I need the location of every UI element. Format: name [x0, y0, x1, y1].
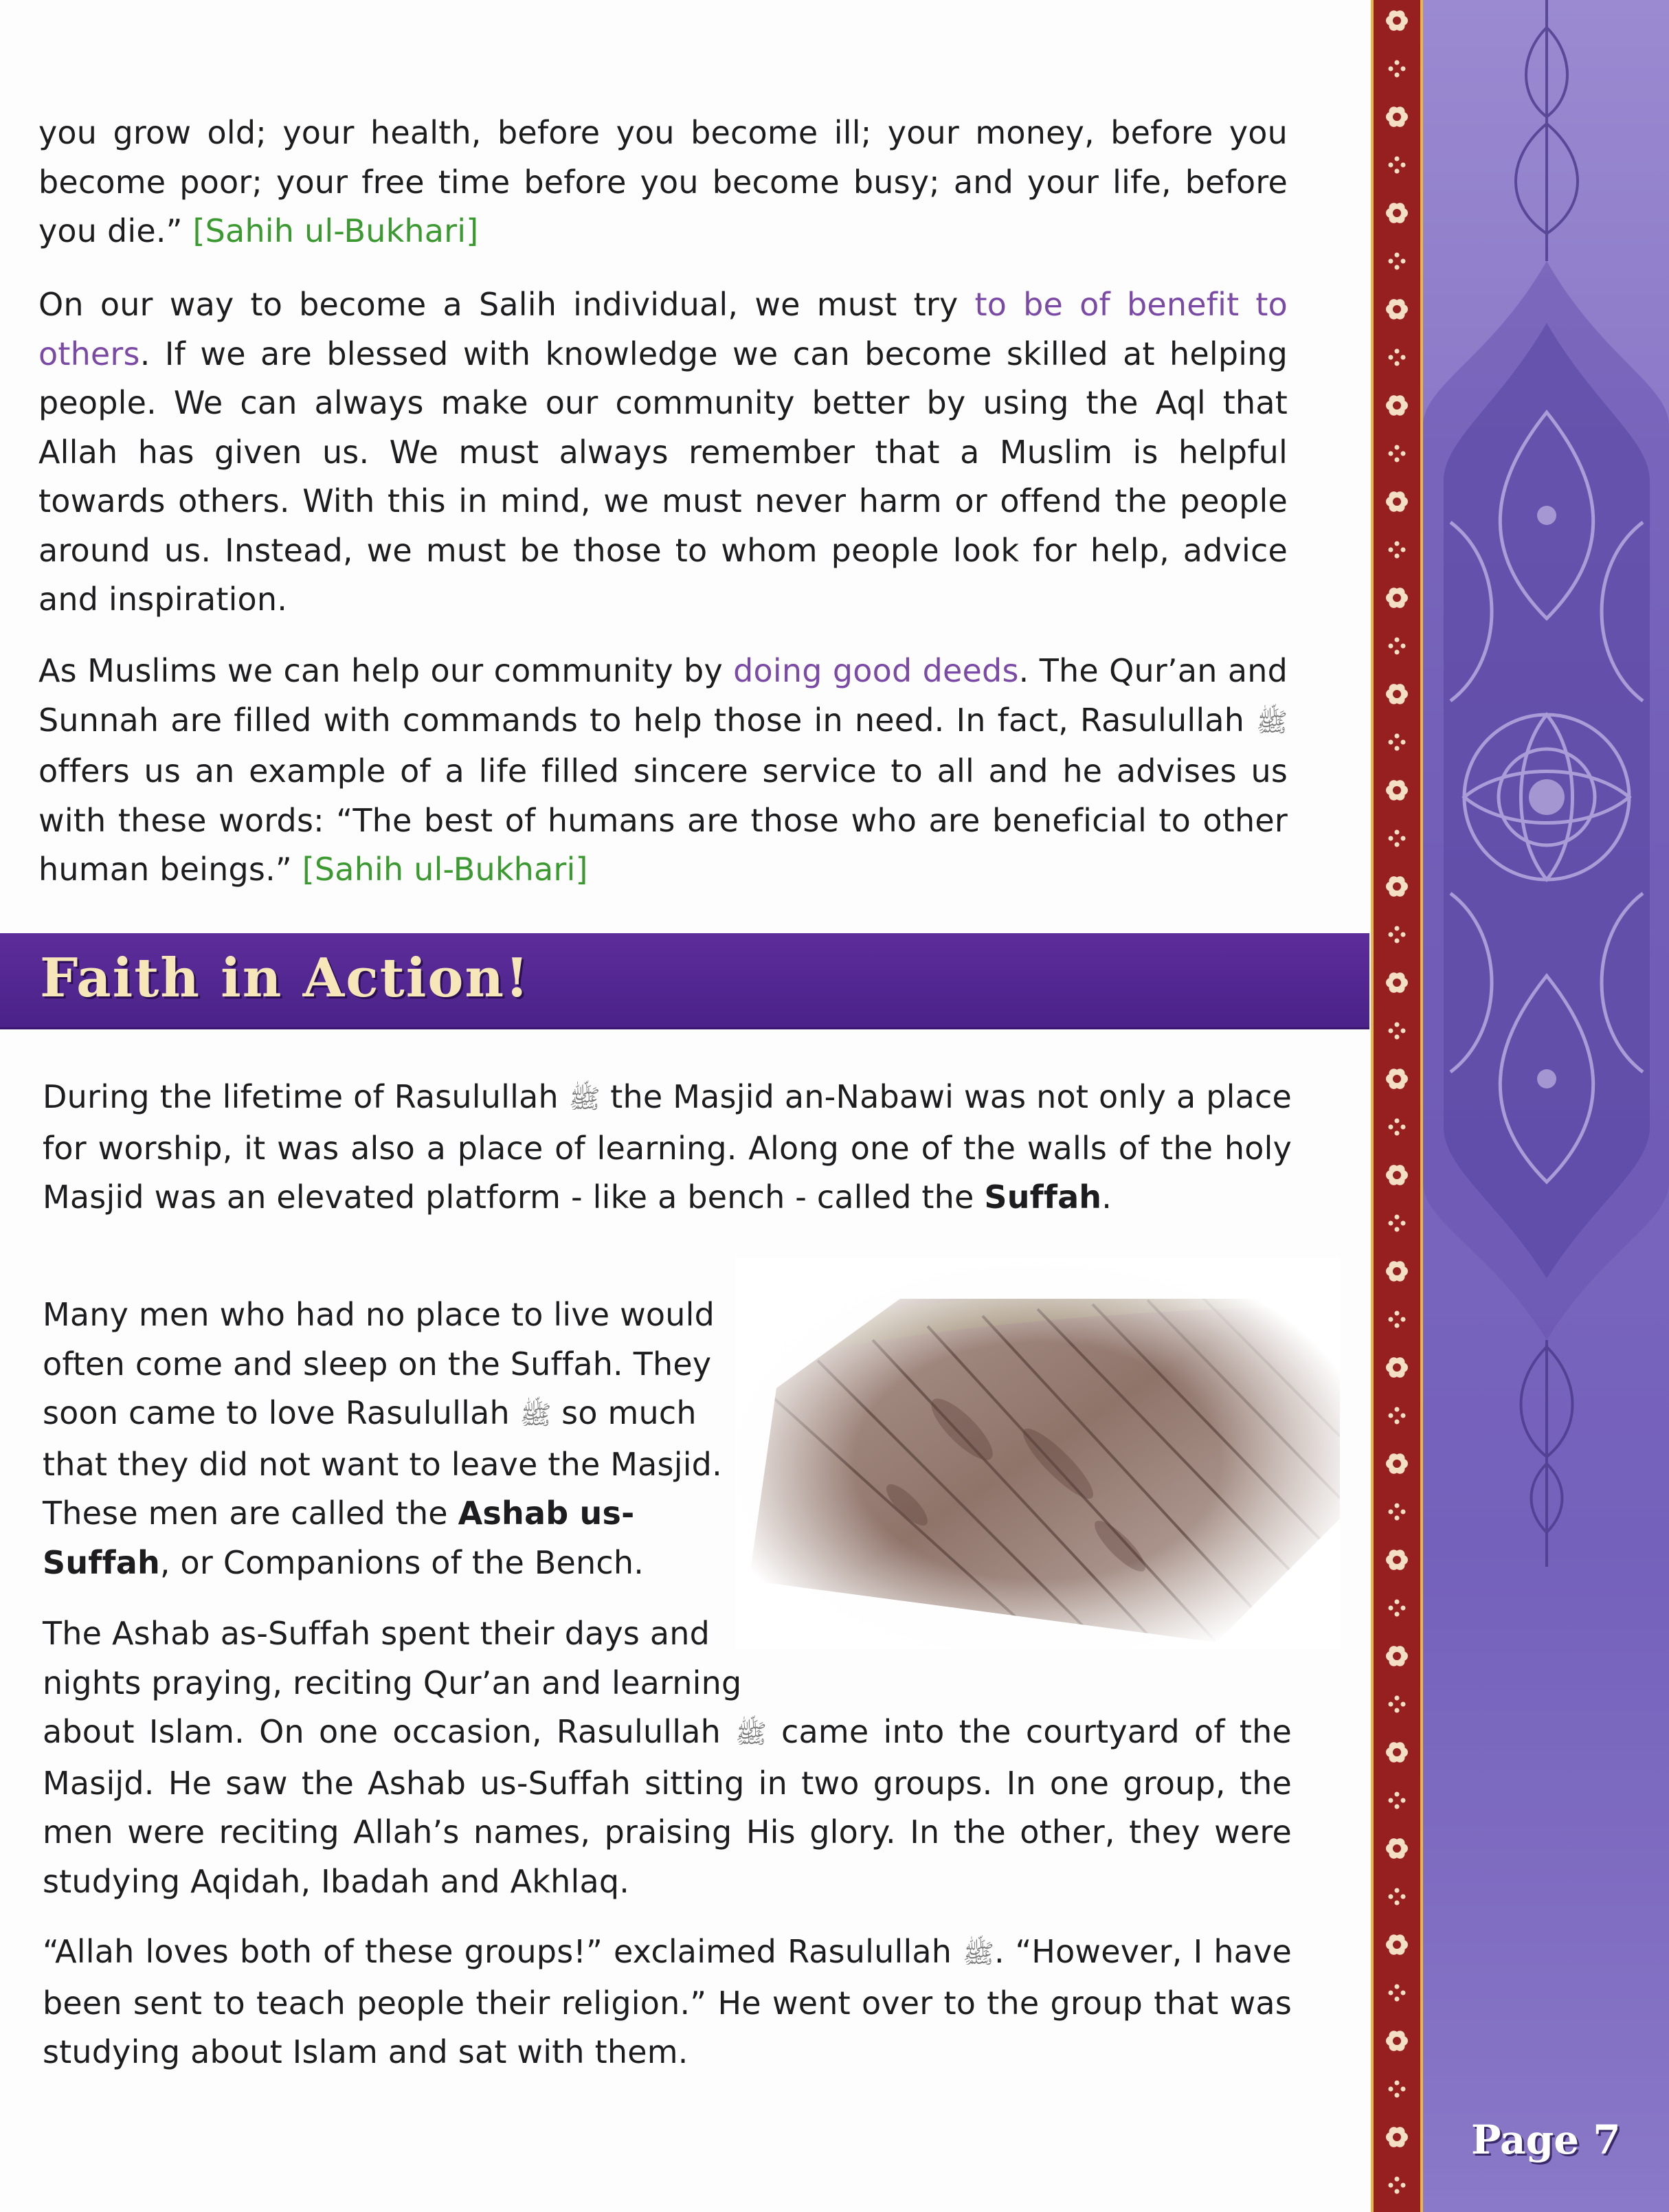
flower-motif [1386, 1357, 1408, 1378]
bench-photo [735, 1258, 1340, 1649]
decorative-border [1371, 0, 1423, 2212]
flower-motif [1386, 1453, 1408, 1474]
side-ornament-panel [1423, 0, 1669, 2212]
paragraph-text: the Masjid an-Nabawi was not only a place for worship, it was also a place of learning. Along one of the walls of the holy Masjid was an elevated platform - like a bench - called the [43, 1078, 1292, 1216]
flower-motif [1389, 1023, 1406, 1040]
flower-motif [1386, 107, 1408, 127]
arabesque-ornament [1423, 0, 1669, 2212]
paragraph-text: Many men who had no place to live would often come and sleep on the Suffah. They soon came to love Rasulullah [43, 1296, 715, 1431]
flower-motif [1386, 972, 1408, 993]
flower-motif [1386, 1838, 1408, 1859]
flower-motif [1389, 2177, 1406, 2194]
highlighted-phrase: to be of benefit to others [38, 286, 1288, 372]
flower-motif [1386, 491, 1408, 512]
salawat-symbol: ﷺ [519, 1400, 552, 1430]
paragraph-2 [38, 280, 1288, 625]
flower-motif [1389, 1600, 1406, 1617]
paragraph-7 [43, 1928, 1292, 2077]
flower-motif [1389, 638, 1406, 655]
flower-motif [1389, 1215, 1406, 1232]
flower-motif [1389, 1888, 1406, 1906]
paragraph-1 [38, 109, 1288, 256]
flower-motif [1386, 299, 1408, 320]
paragraph-text: you grow old; your health, before you become ill; your money, before you become poor; your free time before you become busy; and your life, before you die.” [38, 114, 1288, 249]
flower-motif [1386, 876, 1408, 897]
paragraph-text: about Islam. On one occasion, Rasulullah [43, 1713, 736, 1750]
citation: [Sahih ul-Bukhari] [302, 851, 588, 888]
flower-motif [1389, 926, 1406, 943]
paragraph-5 [43, 1291, 723, 1587]
flower-motif [1389, 445, 1406, 462]
flower-motif [1386, 1934, 1408, 1955]
salawat-symbol: ﷺ [735, 1719, 768, 1749]
flower-motif [1389, 734, 1406, 751]
flower-motif [1386, 2127, 1408, 2147]
flower-motif [1389, 349, 1406, 366]
paragraph-text: On our way to become a Salih individual, we must try [38, 286, 975, 323]
paragraph-6-lead [43, 1609, 785, 1708]
flower-motif [1389, 541, 1406, 559]
paragraph-text: offers us an example of a life filled sincere service to all and he advises us with these words: “The best of humans are those who are beneficial to other human beings.” [38, 752, 1288, 888]
paragraph-text: The Ashab as-Suffah spent their days and nights praying, reciting Qur’an and learning [43, 1615, 742, 1701]
flower-motif [1386, 684, 1408, 704]
flower-motif [1389, 60, 1406, 78]
flower-motif [1389, 1504, 1406, 1521]
paragraph-text: As Muslims we can help our community by [38, 652, 734, 689]
page-number: Page 7 [1471, 2116, 1621, 2163]
flower-motif [1389, 1407, 1406, 1425]
paragraph-4 [43, 1073, 1292, 1222]
paragraph-text: , or Companions of the Bench. [159, 1543, 645, 1581]
flower-motif [1386, 1646, 1408, 1666]
flower-motif-strip [1374, 0, 1420, 2212]
flower-motif [1386, 10, 1408, 31]
flower-motif [1386, 588, 1408, 608]
paragraph-text: . “However, I have been sent to teach people their religion.” He went over to the group that was studying about Islam and sat with them. [43, 1933, 1292, 2070]
flower-motif [1386, 780, 1408, 801]
bold-term: Ashab us-Suffah [43, 1495, 635, 1581]
flower-motif [1389, 157, 1406, 174]
flower-motif [1386, 1165, 1408, 1185]
paragraph-text: “Allah loves both of these groups!” exclaimed Rasulullah [43, 1933, 963, 1970]
flower-motif [1389, 1792, 1406, 1809]
flower-motif [1389, 1696, 1406, 1713]
bold-term: Suffah [984, 1178, 1102, 1216]
flower-motif [1386, 1069, 1408, 1089]
section-banner [0, 933, 1369, 1029]
paragraph-text: During the lifetime of Rasulullah [43, 1078, 569, 1115]
paragraph-text: so much that they did not want to leave the Masjid. These men are called the [43, 1394, 722, 1532]
flower-motif [1386, 1261, 1408, 1282]
flower-motif [1389, 1119, 1406, 1136]
flower-motif [1389, 253, 1406, 270]
flower-motif [1389, 830, 1406, 847]
section-title: Faith in Action! [40, 947, 530, 1009]
paragraph-text: came into the courtyard of the Masijd. He saw the Ashab us-Suffah sitting in two groups. In one group, the men were reciting Allah’s names, praising His glory. In the other, they were studying Aqidah, Ibadah and Akhlaq. [43, 1713, 1292, 1900]
flower-motif [1386, 203, 1408, 223]
flower-motif [1389, 1985, 1406, 2002]
citation: [Sahih ul-Bukhari] [192, 212, 479, 249]
paragraph-text: . [1101, 1178, 1112, 1216]
paragraph-text: . The Qur’an and Sunnah are filled with commands to help those in need. In fact, Rasulullah [38, 652, 1288, 739]
flower-motif [1386, 395, 1408, 416]
salawat-symbol: ﷺ [568, 1084, 601, 1114]
salawat-symbol: ﷺ [1256, 706, 1288, 737]
flower-motif [1386, 2031, 1408, 2051]
paragraph-text: . If we are blessed with knowledge we can become skilled at helping people. We can always make our community better by using the Aql that Allah has given us. We must always remember that a Muslim is helpful towards others. With this in mind, we must never harm or offend the people around us. Instead, we must be those to whom people look for help, advice and inspiration. [38, 335, 1288, 618]
paragraph-3 [38, 647, 1288, 895]
flower-motif [1386, 1742, 1408, 1763]
salawat-symbol: ﷺ [963, 1939, 995, 1969]
flower-motif [1389, 1311, 1406, 1328]
flower-motif [1389, 2081, 1406, 2098]
flower-motif [1386, 1550, 1408, 1570]
paragraph-6 [43, 1708, 1292, 1906]
highlighted-phrase: doing good deeds [733, 652, 1019, 689]
